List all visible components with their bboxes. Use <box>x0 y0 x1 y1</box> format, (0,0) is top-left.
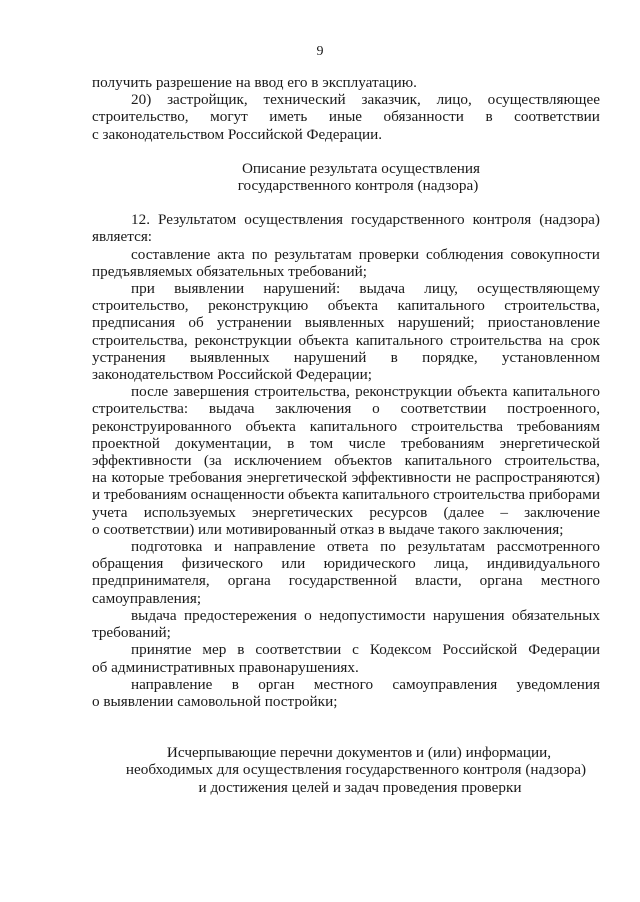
text-line: о соответствии) или мотивированный отказ в выдаче такого заключения; <box>92 520 564 538</box>
document-body <box>92 74 600 796</box>
word: капитального <box>342 486 430 504</box>
word: подготовка <box>131 538 203 556</box>
word: органа <box>227 572 271 590</box>
list-item-20 <box>92 91 600 143</box>
word: соответствии <box>400 400 487 418</box>
word: капитального <box>309 417 398 435</box>
heading-line: необходимых для осуществления государственного контроля (надзора) <box>125 761 587 779</box>
word: реконструированного <box>92 417 232 435</box>
word: выдача <box>131 606 177 624</box>
word: Кодексом <box>369 641 432 659</box>
word: направление <box>131 675 213 693</box>
word: местного <box>313 675 374 693</box>
word: уведомления <box>516 675 600 693</box>
word: лицо, <box>436 91 472 109</box>
word: нарушения <box>432 606 505 624</box>
word: Федерации <box>528 641 600 659</box>
word: требования <box>168 469 243 487</box>
word: соответствии <box>255 641 342 659</box>
justified-line <box>92 572 600 589</box>
text-line: законодательством Российской Федерации; <box>92 366 372 384</box>
word: застройщик, <box>167 91 248 109</box>
word: нарушений; <box>397 314 475 332</box>
word: выявленных <box>189 348 270 366</box>
word: не <box>455 469 471 487</box>
word: о <box>372 400 380 418</box>
word: государственной <box>288 572 398 590</box>
justified-line <box>92 91 600 108</box>
word: документации, <box>175 434 272 452</box>
paragraph-warning <box>92 607 600 641</box>
word: строительства, <box>92 331 188 349</box>
word: ресурсов <box>369 503 428 521</box>
word: и <box>214 538 223 556</box>
word: лица, <box>434 555 469 573</box>
word: устранения <box>92 348 166 366</box>
word: по <box>251 245 268 263</box>
text-line: требований; <box>92 624 171 642</box>
word: строительства <box>433 486 526 504</box>
word: установленном <box>501 348 600 366</box>
text-line: с законодательством Российской Федерации. <box>92 125 383 143</box>
word: соблюдения <box>425 245 504 263</box>
paragraph-measures <box>92 641 600 675</box>
justified-line <box>92 538 600 555</box>
paragraph-reply <box>92 538 600 607</box>
word: исключением <box>234 452 322 470</box>
word: строительства: <box>92 400 189 418</box>
word: обязанности <box>383 108 464 126</box>
word: в <box>231 675 239 693</box>
word: акта <box>217 245 245 263</box>
word: оснащенности <box>190 486 285 504</box>
word: эффективности <box>92 452 192 470</box>
word: 12. <box>131 211 150 229</box>
word: объекта <box>327 297 379 315</box>
justified-line <box>92 486 600 503</box>
word: предпринимателя, <box>92 572 210 590</box>
paragraph-act <box>92 246 600 280</box>
word: срок <box>570 331 600 349</box>
word: проектной <box>92 434 160 452</box>
justified-line <box>92 314 600 331</box>
word: государственного <box>351 211 465 229</box>
page-number: 9 <box>316 44 324 59</box>
word: юридического <box>323 555 416 573</box>
word: энергетических <box>252 503 354 521</box>
word: объекта <box>298 331 349 349</box>
word: строительство, <box>92 108 189 126</box>
word: предписания <box>92 314 176 332</box>
text-line: самоуправления; <box>92 589 202 607</box>
justified-line <box>92 349 600 366</box>
text-line: о выявлении самовольной постройки; <box>92 692 338 710</box>
word: приборами <box>528 486 600 504</box>
word: и <box>92 486 101 504</box>
word: при <box>131 280 155 298</box>
heading-line: и достижения целей и задач проведения проверки <box>198 778 522 796</box>
paragraph-completion <box>92 383 600 538</box>
list-item-12 <box>92 211 600 245</box>
word: эффективности <box>351 469 452 487</box>
word: заключение <box>524 503 600 521</box>
word: соответствии <box>514 108 600 126</box>
word: иметь <box>269 108 308 126</box>
word: после <box>131 383 169 401</box>
word: орган <box>258 675 295 693</box>
word: энергетической <box>246 469 348 487</box>
justified-line <box>92 383 600 400</box>
justified-line <box>92 418 600 435</box>
word: требованиям <box>103 486 187 504</box>
justified-line <box>92 211 600 228</box>
word: числе <box>348 434 386 452</box>
word: выявлении <box>174 280 245 298</box>
word: могут <box>210 108 248 126</box>
section-heading-result <box>92 160 600 194</box>
justified-line <box>92 246 600 263</box>
word: в <box>237 641 245 659</box>
word: недопустимости <box>319 606 426 624</box>
word: осуществляющее <box>487 91 600 109</box>
word: ответа <box>327 538 369 556</box>
word: самоуправления <box>392 675 498 693</box>
justified-line <box>92 280 600 297</box>
word: строительства, <box>504 297 600 315</box>
word: на <box>92 469 107 487</box>
justified-line <box>92 297 600 314</box>
word: – <box>500 503 508 521</box>
word: которые <box>111 469 165 487</box>
word: используемых <box>143 503 236 521</box>
word: реконструкции <box>355 383 453 401</box>
word: составление <box>131 245 211 263</box>
word: в <box>390 348 398 366</box>
word: требованиям <box>516 417 600 435</box>
word: капитального <box>397 297 485 315</box>
word: обязательных <box>511 606 600 624</box>
justified-line <box>92 469 600 486</box>
word: проверки <box>358 245 419 263</box>
word: результатам <box>274 245 352 263</box>
word: объекта <box>245 417 296 435</box>
word: физического <box>181 555 263 573</box>
word: или <box>281 555 306 573</box>
heading-line: государственного контроля (надзора) <box>237 177 479 195</box>
word: осуществления <box>244 211 344 229</box>
word: требованиям <box>401 434 485 452</box>
word: индивидуального <box>486 555 600 573</box>
word: нарушений <box>293 348 367 366</box>
word: энергетической <box>499 434 600 452</box>
word: порядке, <box>422 348 478 366</box>
word: выдача <box>208 400 255 418</box>
word: Российской <box>442 641 518 659</box>
word: контроля <box>472 211 532 229</box>
word: по <box>380 538 396 556</box>
word: объектов <box>334 452 393 470</box>
word: строительство, <box>92 297 189 315</box>
word: направление <box>233 538 316 556</box>
word: приостановление <box>487 314 600 332</box>
word: капитального <box>512 383 600 401</box>
text-line: является: <box>92 228 153 246</box>
justified-line <box>92 332 600 349</box>
justified-line <box>92 555 600 572</box>
word: (за <box>203 452 222 470</box>
word: (далее <box>443 503 485 521</box>
word: объекта <box>457 383 508 401</box>
word: осуществляющему <box>477 280 600 298</box>
word: строительства <box>450 331 542 349</box>
word: устранении <box>216 314 292 332</box>
word: об <box>188 314 204 332</box>
justified-line <box>92 400 600 417</box>
word: лицу, <box>424 280 458 298</box>
paragraph-violations <box>92 280 600 383</box>
word: принятие <box>131 641 192 659</box>
word: выявленных <box>304 314 385 332</box>
word: заказчик, <box>361 91 421 109</box>
word: предостережения <box>184 606 297 624</box>
justified-line <box>92 504 600 521</box>
justified-line <box>92 607 600 624</box>
word: иные <box>328 108 363 126</box>
word: технический <box>263 91 346 109</box>
word: распространяются) <box>475 469 600 487</box>
word: выдача <box>359 280 406 298</box>
word: совокупности <box>510 245 600 263</box>
word: том <box>309 434 334 452</box>
word: завершения <box>173 383 250 401</box>
word: реконструкцию <box>208 297 309 315</box>
word: с <box>352 641 359 659</box>
word: на <box>548 331 564 349</box>
word: реконструкции <box>194 331 292 349</box>
word: строительства, <box>504 452 600 470</box>
word: заключения <box>275 400 352 418</box>
word: Результатом <box>157 211 237 229</box>
word: капитального <box>355 331 444 349</box>
word: мер <box>202 641 227 659</box>
word: строительства <box>411 417 503 435</box>
heading-line: Описание результата осуществления <box>241 159 481 177</box>
word: в <box>485 108 493 126</box>
word: обращения <box>92 555 164 573</box>
justified-line <box>92 108 600 125</box>
justified-line <box>92 452 600 469</box>
paragraph-notice <box>92 676 600 710</box>
word: власти, <box>415 572 462 590</box>
justified-line <box>92 676 600 693</box>
word: в <box>287 434 295 452</box>
text-line: предъявляемых обязательных требований; <box>92 262 367 280</box>
word: капитального <box>404 452 492 470</box>
word: рассмотренного <box>496 538 600 556</box>
word: результатам <box>407 538 485 556</box>
text-line: получить разрешение на ввод его в эксплуатацию. <box>92 74 417 91</box>
justified-line <box>92 641 600 658</box>
section-heading-documents <box>92 744 600 796</box>
word: (надзора) <box>539 211 600 229</box>
word: строительства, <box>254 383 350 401</box>
word: о <box>304 606 312 624</box>
heading-line: Исчерпывающие перечни документов и (или) информации, <box>166 744 552 762</box>
word: учета <box>92 503 128 521</box>
word: 20) <box>131 91 152 109</box>
word: местного <box>540 572 600 590</box>
justified-line <box>92 435 600 452</box>
text-line: об административных правонарушениях. <box>92 658 359 676</box>
word: объекта <box>288 486 339 504</box>
word: построенного, <box>507 400 600 418</box>
word: органа <box>479 572 523 590</box>
word: нарушений: <box>263 280 341 298</box>
